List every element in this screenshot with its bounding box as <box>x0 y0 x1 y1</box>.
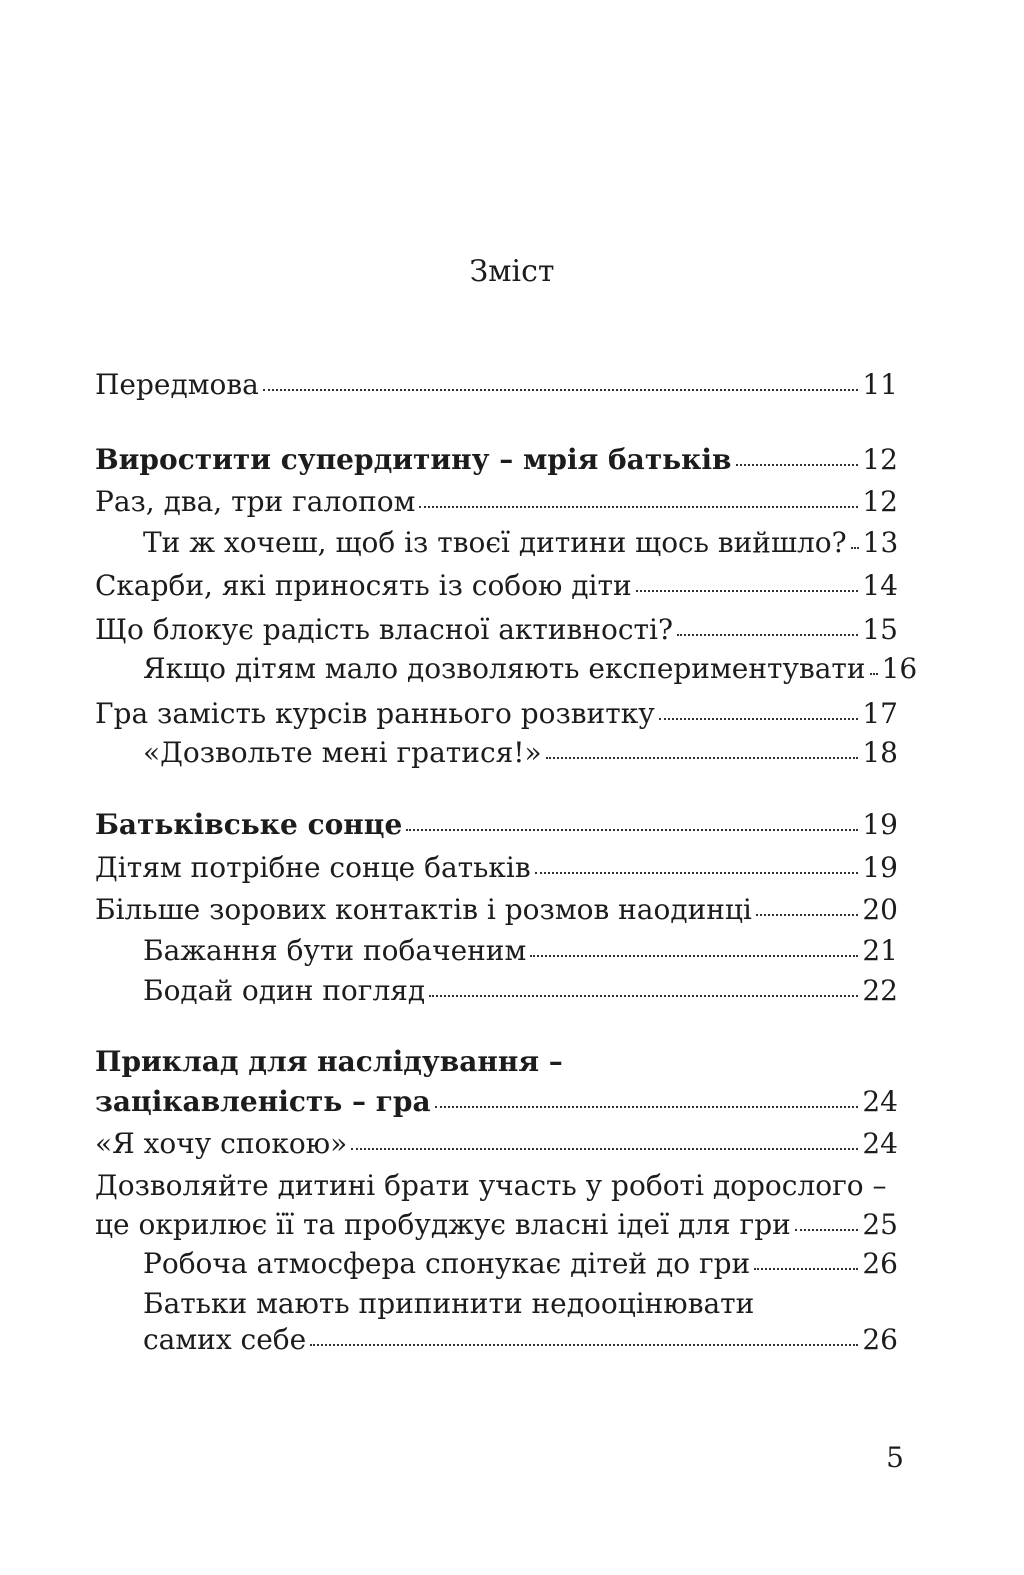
toc-entry-text: Що блокує радість власної активності? <box>95 613 673 646</box>
toc-entry-text: Виростити супердитину – мрія батьків <box>95 443 732 476</box>
toc-entry-page: 19 <box>862 808 898 841</box>
toc-subentry <box>143 1244 898 1284</box>
toc-entry-text: Бажання бути побаченим <box>143 934 527 967</box>
toc-subentry <box>143 971 898 1011</box>
toc-entry-line1: Дозволяйте дитині брати участь у роботі дорослого – <box>95 1169 887 1202</box>
dot-leader <box>795 1229 859 1231</box>
toc-entry-text: Дітям потрібне сонце батьків <box>95 851 531 884</box>
toc-subentry-line1: Батьки мають припинити недооцінювати <box>143 1287 755 1320</box>
toc-subentry <box>143 523 898 563</box>
toc-entry-page: 16 <box>881 652 918 685</box>
toc-subentry <box>143 931 898 971</box>
dot-leader <box>736 464 859 466</box>
toc-entry-text: зацікавленість – гра <box>95 1085 431 1118</box>
dot-leader <box>530 955 858 957</box>
toc-entry-page: 24 <box>862 1127 898 1160</box>
toc-entry-text: Ти ж хочеш, щоб із твоєї дитини щось вийшло? <box>143 526 847 559</box>
toc-entry-text: Батьківське сонце <box>95 808 403 841</box>
dot-leader <box>435 1106 859 1108</box>
toc-entry-text: Якщо дітям мало дозволяють експериментувати <box>143 652 866 685</box>
toc-entry-text: «Я хочу спокою» <box>95 1127 348 1160</box>
toc-chapter-line1: Приклад для наслідування – <box>95 1045 563 1078</box>
page-number: 5 <box>886 1441 904 1474</box>
dot-leader <box>754 1268 858 1270</box>
toc-entry-page: 24 <box>862 1085 898 1118</box>
toc-entry-page: 20 <box>862 893 898 926</box>
toc-entry-text: самих себе <box>143 1323 307 1356</box>
toc-entry-page: 21 <box>862 934 898 967</box>
table-of-contents <box>95 0 918 1575</box>
dot-leader <box>406 829 858 831</box>
toc-entry-page: 12 <box>862 443 898 476</box>
toc-chapter <box>95 1082 898 1122</box>
dot-leader <box>677 634 858 636</box>
dot-leader <box>756 914 859 916</box>
toc-entry-text: Робоча атмосфера спонукає дітей до гри <box>143 1247 751 1280</box>
toc-entry-page: 25 <box>862 1208 898 1241</box>
toc-chapter <box>95 805 898 845</box>
dot-leader <box>419 506 858 508</box>
toc-entry <box>95 1124 898 1164</box>
toc-entry-page: 19 <box>862 851 898 884</box>
toc-entry-page: 13 <box>862 526 899 559</box>
toc-entry <box>95 566 898 606</box>
dot-leader <box>535 872 859 874</box>
toc-entry-page: 15 <box>862 613 898 646</box>
toc-entry <box>95 848 898 888</box>
toc-entry-text: Гра замість курсів раннього розвитку <box>95 697 655 730</box>
dot-leader <box>263 389 859 391</box>
toc-entry-page: 26 <box>862 1323 898 1356</box>
toc-entry-page: 12 <box>862 485 898 518</box>
toc-entry <box>95 610 898 650</box>
page-title: Зміст <box>469 254 555 289</box>
toc-entry <box>95 1205 898 1245</box>
dot-leader <box>659 718 859 720</box>
dot-leader <box>310 1344 858 1346</box>
toc-entry-page: 26 <box>862 1247 898 1280</box>
dot-leader <box>546 757 859 759</box>
toc-entry <box>95 482 898 522</box>
toc-entry-page: 17 <box>862 697 898 730</box>
toc-entry-text: Більше зорових контактів і розмов наодинці <box>95 893 752 926</box>
toc-entry-text: Раз, два, три галопом <box>95 485 416 518</box>
dot-leader <box>429 995 858 997</box>
toc-entry-text: Скарби, які приносять із собою діти <box>95 569 632 602</box>
toc-subentry <box>143 1320 898 1360</box>
toc-entry-text: «Дозвольте мені гратися!» <box>143 736 542 769</box>
toc-entry-text: Передмова <box>95 368 259 401</box>
dot-leader <box>851 547 859 549</box>
toc-subentry <box>143 733 898 773</box>
toc-entry-page: 11 <box>862 368 898 401</box>
toc-entry-page: 18 <box>862 736 898 769</box>
toc-entry-text: це окрилює її та пробуджує власні ідеї для гри <box>95 1208 791 1241</box>
dot-leader <box>870 673 878 675</box>
toc-entry <box>95 890 898 930</box>
toc-subentry <box>143 649 918 689</box>
toc-entry <box>95 365 898 405</box>
toc-entry-page: 14 <box>862 569 898 602</box>
toc-chapter <box>95 440 898 480</box>
dot-leader <box>351 1148 858 1150</box>
toc-entry <box>95 694 898 734</box>
dot-leader <box>636 590 859 592</box>
toc-entry-text: Бодай один погляд <box>143 974 426 1007</box>
toc-entry-page: 22 <box>862 974 898 1007</box>
